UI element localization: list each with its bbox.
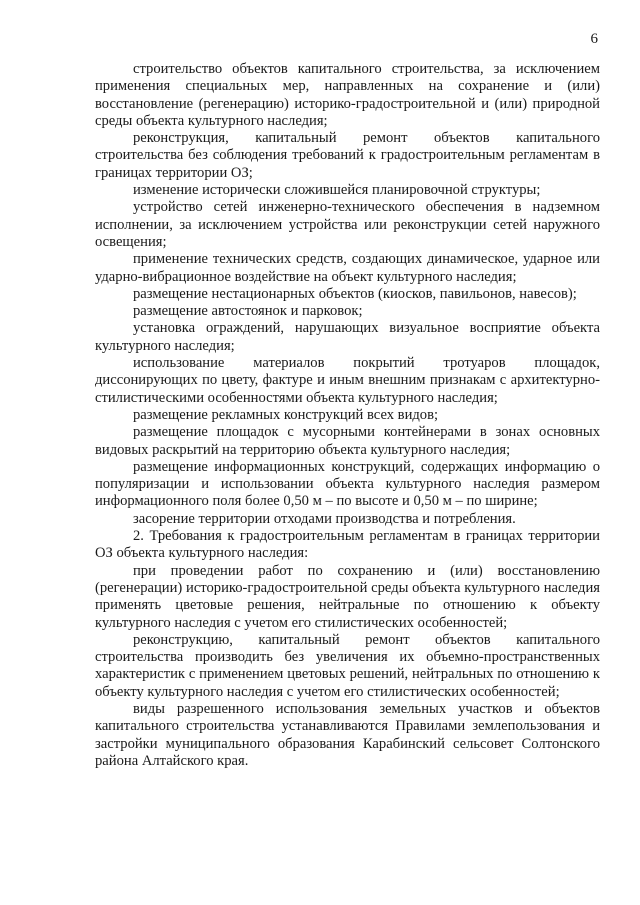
paragraph: размещение рекламных конструкций всех видов; <box>133 406 439 423</box>
paragraph: размещение автостоянок и парковок; <box>133 303 363 320</box>
paragraph: установка ограждений, нарушающих визуальное восприятие объекта культурного наследия; <box>95 320 600 354</box>
paragraph: реконструкцию, капитальный ремонт объектов капитального строительства производить без увеличения их объемно-пространственных характеристик с применением цветовых решений, нейтральных по отношению к объекту культурного наследия с учетом его стилистических особенностей; <box>95 631 600 700</box>
section-heading: 2. Требования к градостроительным регламентам в границах территории ОЗ объекта культурного наследия: <box>95 528 600 562</box>
paragraph: размещение нестационарных объектов (киосков, павильонов, навесов); <box>133 285 577 302</box>
paragraph: применение технических средств, создающих динамическое, ударное или ударно-вибрационное воздействие на объект культурного наследия; <box>95 251 600 285</box>
paragraph: устройство сетей инженерно-технического обеспечения в надземном исполнении, за исключением устройства или реконструкции сетей наружного освещения; <box>95 199 600 250</box>
paragraph: использование материалов покрытий тротуаров площадок, диссонирующих по цвету, фактуре и иным внешним признакам с архитектурно-стилистическими особенностями объекта культурного наследия; <box>95 355 600 406</box>
document-body <box>95 61 600 770</box>
paragraph: при проведении работ по сохранению и (или) восстановлению (регенерации) историко-градостроительной среды объекта культурного наследия применять цветовые решения, нейтральные по отношению к объекту культурного наследия с учетом его стилистических особенностей; <box>95 562 600 631</box>
paragraph: размещение площадок с мусорными контейнерами в зонах основных видовых раскрытий на территорию объекта культурного наследия; <box>95 424 600 458</box>
paragraph: реконструкция, капитальный ремонт объектов капитального строительства без соблюдения требований к градостроительным регламентам в границах территории ОЗ; <box>95 130 600 181</box>
page-number: 6 <box>590 31 598 47</box>
paragraph: строительство объектов капитального строительства, за исключением применения специальных мер, направленных на сохранение и (или) восстановление (регенерацию) историко-градостроительной и (или) природной среды объекта культурного наследия; <box>95 61 600 129</box>
paragraph: изменение исторически сложившейся планировочной структуры; <box>133 182 541 199</box>
paragraph: засорение территории отходами производства и потребления. <box>133 510 516 527</box>
paragraph: размещение информационных конструкций, содержащих информацию о популяризации и использовании объекта культурного наследия размером информационного поля более 0,50 м – по высоте и 0,50 м – по ширине; <box>95 458 600 510</box>
paragraph: виды разрешенного использования земельных участков и объектов капитального строительства устанавливаются Правилами землепользования и застройки муниципального образования Карабинский сельсовет Солтонского района Алтайского края. <box>95 700 600 769</box>
